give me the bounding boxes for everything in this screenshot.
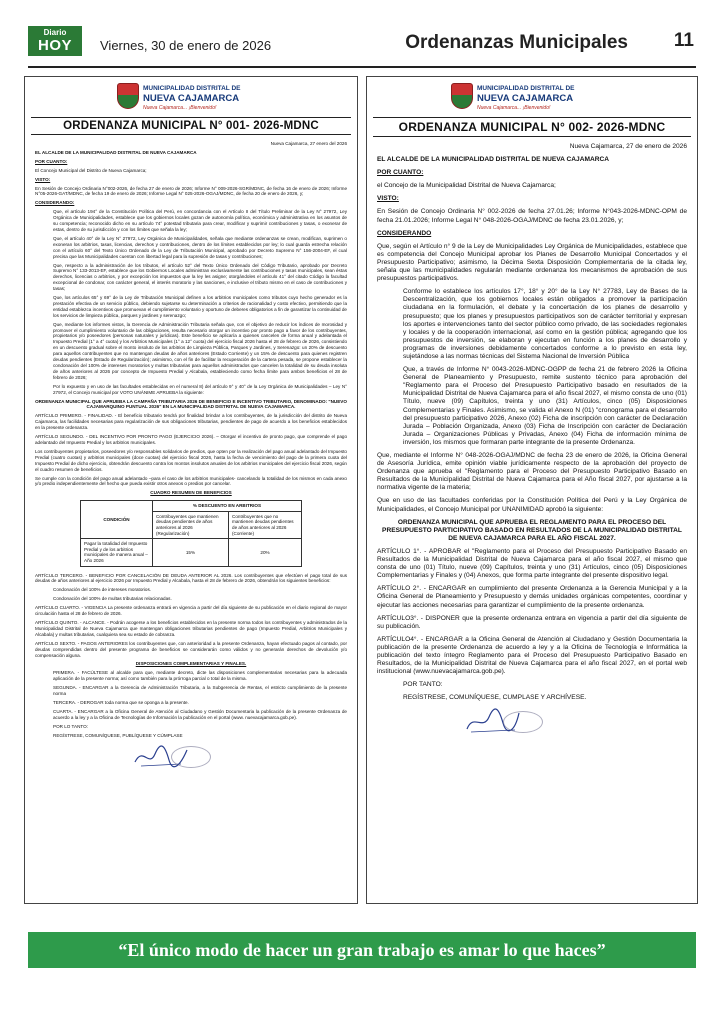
paragraph: Que, respecto a la administración de los tributos, el artículo 52° del Texto Único Ordenado del Código Tributario, aprobado por Decreto Supremo N° 133-2013-EF, establece que los Gobiernos Locales administran exclusivamente las contribuciones y tasas municipales, sean éstas derechos, licencias o arbitrios, y por excepción los impuestos que la ley les asigne; otorgándoles el artículo 41° del citado Código la facultad excepcional de condonar, con carácter general, el interés moratorio y las sanciones, e inclusive el tributo mismo en el caso de contribuciones y tasas; <box>53 262 347 292</box>
paragraph: Que, a través de Informe N° 0043-2026-MDNC-OGPP de fecha 21 de febrero 2026 la Oficina General de Planeamiento y Presupuesto, remite sustento técnico para aprobación del "Reglamento para el Proceso del Presupuesto Participativo basado en resultados de la Municipalidad Distrital de Nueva Cajamarca para el año fiscal 2027, el mismo consta de uno (01) Título, nueve (09) Capítulos, treinta y uno (31) Artículos, cinco (05) Disposiciones Complementarias y Finales. Asimismo, se valida el Anexo N (01) "cronograma para el desarrollo del presupuesto participativo 2026, Anexo (02) Ficha de inscripción con carácter de Declaración Jurada – Población Organizada, Anexo (03) Ficha de Inscripción con carácter de Declaración Jurada – Organizaciones Públicas y Privadas, Anexo (04) Ficha de información mínima de inversión, los mismos que formaran parte integrante de la presente Ordenanza. <box>403 366 687 446</box>
article: ARTÍCULO TERCERO. - BENEFICIO POR CANCELACIÓN DE DEUDA ANTERIOR AL 2026. Los contribuyentes que efectúen el pago total de sus deudas de años anteriores al ejercicio 2026 por Impuesto Predial y Alcabala, hasta el 28 de febrero de 2026, obtendrán los siguientes beneficios: <box>35 572 347 584</box>
ordinance-heading: ORDENANZA MUNICIPAL QUE APRUEBA LA CAMPAÑA TRIBUTARIA 2026 DE BENEFICIO E INCENTIVO TRIBUTARIO, DENOMINADO: "NUEVO CAJAMARQUINO PUNTUAL 2026" EN LA MUNICIPALIDAD DISTRITAL DE NUEVA CAJAMARCA. <box>35 398 347 410</box>
municipality-line2: NUEVA CAJAMARCA <box>143 93 240 104</box>
provision: PRIMERA. - FACÚLTESE al alcalde para que, mediante decreto, dicte las disposiciones complementarias necesarias para la adecuada aplicación de la presente norma; así como también para la prórroga parcial o total de la misma. <box>53 670 347 682</box>
article: ARTÍCULO SEXTO. - PAGOS ANTERIORES los contribuyentes que, con anterioridad a la presente Ordenanza, hayan efectuado pagos al contado, por deudas comprendidas dentro del presente programa de beneficios se considerarán como válidos y no generarán derechos de devolución y/o compensación alguna. <box>35 640 347 658</box>
paragraph: Que, mediante los informes vistos, la Gerencia de Administración Tributaria señala que, con el objetivo de reducir los índices de morosidad y promover el cumplimiento voluntario de las obligaciones, resulta necesario otorgar un incentivo por pronto pago a favor de los contribuyentes, propietarios y/o poseedores (personas naturales y jurídicas). Este beneficio se aplicaría a quienes cancelen de forma anual y adelantada el Impuesto Predial (1° a 4° cuota) y los Arbitrios Municipales (1° a 12° cuota) del ejercicio fiscal 2026 hasta el 28 de febrero de 2026, consistiendo en un descuento gradual sobre el monto insoluto de los arbitrios de Limpieza Pública, Parques y Jardines, y Serenazgo: un 20% de descuento para aquellos contribuyentes que no mantengan deudas de años anteriores (Estado Corriente) y un 15% de descuento para quienes registren deudas pendientes (Estado de Regularización); asimismo, con el fin de facilitar la recuperación de la cartera pesada, se propone establecer la condonación del 100% de intereses moratorios y multas tributarias para aquellos administrados que cancelen la totalidad de su deuda insoluta de años anteriores al 2026 por concepto de Impuesto Predial y Alcabala, estableciendo como fecha límite para ambos beneficios el 28 de febrero de 2026; <box>53 321 347 380</box>
page-header <box>28 26 696 68</box>
section-heading: POR CUANTO: <box>377 169 424 177</box>
provision: CUARTA. - ENCARGAR a la Oficina General de Atención al Ciudadano y Gestión Documentaria la publicación de la presente Ordenanza de acuerdo a la ley y a la Oficina de Tecnologías de Información la publicación en el portal (www. nuevacajamarca.gob.pe). <box>53 708 347 720</box>
ordinance-title: ORDENANZA MUNICIPAL N° 002- 2026-MDNC <box>373 117 691 137</box>
paragraph: el Concejo de la Municipalidad Distrital de Nueva Cajamarca; <box>377 182 556 190</box>
section-heading: CONSIDERANDO: <box>35 200 75 206</box>
municipality-line1: MUNICIPALIDAD DISTRITAL DE <box>143 85 241 92</box>
paragraph: Conforme lo establece los artículos 17°, 18° y 20° de la Ley N° 27783, Ley de Bases de la Descentralización, que los gobiernos locales están obligados a promover la participación ciudadana en la formulación, el debate y la concertación de los planes de desarrollo y presupuesto; que los planes y presupuestos participativos son de carácter territorial y expresan los aportes e intervenciones tanto del sector público como privado, de las sociedades regionales y locales y de la cooperación internacional, así como en la gestión pública; agregando que los presupuestos de inversión, se elaboran y ejecutan en función a los planes de desarrollo y programas de inversiones debidamente concertados conforme a lo previsto en esta ley, sujetándose a las normas técnicas del Sistema Nacional de Inversión Pública <box>403 288 687 360</box>
paragraph: Que, el artículo 194° de la Constitución Política del Perú, en concordancia con el Artículo II del Título Preliminar de la Ley N° 27972, Ley Orgánica de Municipalidades, establece que los gobiernos locales gozan de autonomía política, económica y administrativa en los asuntos de su competencia; reconocido dicho en su artículo 74° potestad tributaria para crear, modificar y suprimir contribuciones y tasas, o exonerar de estas, dentro de su jurisdicción y con los límites que señala la ley; <box>53 209 347 232</box>
paragraph: Que, los artículos 65° y 69° de la Ley de Tributación Municipal definen a los arbitrios municipales como tributos cuyo hecho generador es la prestación efectiva de un servicio público, debiendo sujetarse su determinación a criterios de racionalidad y costo efectivo, permitiendo que la entidad establezca incentivos que promuevan el cumplimiento voluntario y oportuno de deberes obligatorios a fin de garantizar la continuidad de los servicios de limpieza pública, parques y jardines y serenazgo; <box>53 295 347 318</box>
logo-line2: HOY <box>37 37 72 54</box>
signature-image <box>131 742 221 772</box>
seal-stamp <box>503 711 543 733</box>
article: ARTÍCULO4°. - ENCARGAR a la Oficina General de Atención al Ciudadano y Gestión Documentaria la publicación de la presente Ordenanza de acuerdo a ley y a la Oficina de Tecnología e Informática la publicación del texto íntegro Reglamento para el Proceso del Presupuesto Participativo Basado en Resultados, de la Municipalidad Distrital de Nueva Cajamarca para el año fiscal 2027, en el portal web institucional (www.nuevacajamarca.gob.pe). <box>377 635 687 676</box>
municipality-header <box>25 81 357 117</box>
paragraph: Los contribuyentes propietarios, poseedores y/o responsables solidarios de predios, que opten por la realización del pago anual adelantado del Impuesto Predial (cuatro cuotas) y arbitrios municipales (doce cuotas) del ejercicio fiscal 2026, hasta la fecha de vencimiento del pago de la primera cuota del Impuesto Predial de dicho ejercicio, obtendrán descuento contra los montos insolutos anuales de los arbitrios municipales del ejercicio fiscal 2026, según el cuadro resumen de beneficios. <box>35 448 347 472</box>
paragraph: Que, el artículo 40° de la Ley N° 27972, Ley Orgánica de Municipalidades, señala que mediante ordenanzas se crean, modifican, suprimen o exoneran los arbitrios, tasas, licencias, derechos y contribuciones, dentro de los límites establecidos por ley; lo cual guarda estrecha relación con el artículo 60° del Texto Único Ordenado de la Ley de Tributación Municipal, aprobado por Decreto Supremo N° 156-2004-EF, el cual precisa que las Municipalidades cuentan con libertad legal para la supresión de tasas y contribuciones; <box>53 235 347 259</box>
ordinance-title: ORDENANZA MUNICIPAL N° 001- 2026-MDNC <box>31 117 351 135</box>
ordinance-date: Nueva Cajamarca, 27 enero del 2026 <box>270 141 347 146</box>
table-group-header: % DESCUENTO EN ARBITRIOS <box>152 501 301 512</box>
logo-line1: Diario <box>43 28 67 37</box>
table-header-regularization: Contribuyentes que mantienen deudas pendientes de años anteriores al 2026 (Regularización) <box>152 511 228 538</box>
signature-image <box>463 707 553 737</box>
section-title: Ordenanzas Municipales <box>405 32 628 53</box>
paragraph: Que, mediante el Informe N° 048-2026-OGAJ/MDNC de fecha 23 de enero de 2026, la Oficina General de Asesoría Jurídica, emite opinión viable jurídicamente respecto de la aprobación del proyecto de Ordenanza que aprueba el "Reglamento para el Proceso del Presupuesto Participativo Basado en Resultados de la Municipalidad Distrital de Nueva Cajamarca para el Año fiscal 2027, por ajustarse a la normativa vigente de la materia; <box>377 452 687 492</box>
article: ARTÍCULO 1°. - APROBAR el "Reglamento para el Proceso del Presupuesto Participativo Basado en Resultados de la Municipalidad Distrital de Nueva Cajamarca para el año fiscal 2027, el mismo que consta de uno (01) Título, nueve (09) Capítulos, treinta y uno (31) Artículos, cinco (05) Disposiciones Complementarias y Finales y (04) Anexos, que forma parte integrante del presente dispositivo legal. <box>377 547 687 580</box>
ordinance-002 <box>366 76 698 904</box>
section-heading: POR CUANTO: <box>35 158 68 164</box>
benefits-table <box>80 500 302 566</box>
ordinance-heading: ORDENANZA MUNICIPAL QUE APRUEBA EL REGLAMENTO PARA EL PROCESO DEL PRESUPUESTO PARTICIPATIVO BASADO EN RESULTADOS DE LA MUNICIPALIDAD DISTRITAL DE NUEVA CAJAMARCA PARA EL AÑO FISCAL 2027. <box>382 518 682 542</box>
provision: TERCERA. - DEROGAR toda norma que se oponga a la presente. <box>53 699 189 705</box>
provision: SEGUNDA. - ENCARGAR a la Gerencia de Administración Tributaria, a la Subgerencia de Rentas, el estricto cumplimiento de la presente norma <box>53 685 347 697</box>
section-heading: CONSIDERANDO <box>377 229 432 237</box>
municipality-line1: MUNICIPALIDAD DISTRITAL DE <box>477 85 575 92</box>
article: ARTÍCULO CUARTO. - VIGENCIA La presente ordenanza entrará en vigencia a partir del día siguiente de su publicación en el diario regional de mayor circulación hasta el 28 de febrero de 2026. <box>35 605 347 617</box>
ordinance-date: Nueva Cajamarca, 27 de enero de 2026 <box>569 143 687 150</box>
paragraph: Que en uso de las facultades conferidas por la Constitución Política del Perú y la Ley Orgánica de Municipalidades, el Concejo Municipal por UNANIMIDAD aprobó la siguiente: <box>377 497 687 513</box>
paragraph: Que, según el Artículo n° 9 de la Ley de Municipalidades Ley Orgánica de Municipalidades, establece que es competencia del Concejo Municipal aprobar los Planes de Desarrollo Municipal Concertados y el Presupuesto Participativo; asimismo, la Décima Sexta Disposición Complementaria de la citada ley, señala que las municipalidades regularán mediante ordenanza los mecanismos de aprobación de sus presupuestos participativos. <box>377 242 687 283</box>
table-header-current: Contribuyentes que no mantienen deudas pendientes de años anteriores al 2026 (Corriente) <box>229 511 302 538</box>
article: ARTÍCULO QUINTO. - ALCANCE. - Podrán acogerse a los beneficios establecidos en la presente norma todos los contribuyentes y administrados de la Municipalidad Distrital de Nueva Cajamarca que mantengan obligaciones tributarias pendientes de pago (Impuesto Predial, Arbitrios Municipales y Alcabala) y multas tributarias, cualquiera sea su estado de cobranza. <box>35 620 347 637</box>
paragraph: El Concejo Municipal del Distrito de Nueva Cajamarca; <box>35 167 147 173</box>
page-number: 11 <box>673 30 694 51</box>
municipality-name <box>477 85 575 112</box>
municipality-motto: Nueva Cajamarca... ¡Bienvenido! <box>477 105 551 111</box>
paragraph: EL ALCALDE DE LA MUNICIPALIDAD DISTRITAL DE NUEVA CAJAMARCA <box>377 156 609 164</box>
closing-phrase: POR LO TANTO: <box>53 723 88 729</box>
table-row <box>81 539 302 566</box>
paragraph: Se cumple con la condición del pago anual adelantado –para el caso de los arbitrios municipales- cancelando la totalidad de los mismos en cada anexo y/o predio independientemente del hecho que pueda existir otros anexos o predios por cancelar. <box>35 475 347 487</box>
paragraph: EL ALCALDE DE LA MUNICIPALIDAD DISTRITAL DE NUEVA CAJAMARCA <box>35 149 197 155</box>
paragraph: Por lo expuesto y en uso de las facultades establecidas en el numeral 8) del artículo 9° y 40° de la Ley Orgánica de Municipalidades – Ley N° 27972, el Concejo municipal por VOTO UNÁNIME APRUEBA la siguiente: <box>53 383 347 395</box>
section-heading: VISTO: <box>377 195 399 203</box>
section-heading: VISTO: <box>35 176 51 182</box>
section-heading: DISPOSICIONES COMPLEMENTARIAS Y FINALES. <box>135 661 247 667</box>
article: ARTÍCULO SEGUNDO. - DEL INCENTIVO POR PRONTO PAGO (EJERCICIO 2026). – Otorgar el incentivo de pronto pago, que comprende el pago adelantado del Impuesto Predial y los arbitrios municipales. <box>35 434 347 445</box>
municipality-header <box>367 81 697 117</box>
paragraph: En Sesión de Concejo Ordinaria N° 002-2026 de fecha 27.01.26; Informe N°043-2026-MDNC-OPM de fecha 21.01.2026; Informe Legal N° 048-2026-OGAJ/MDNC de fecha 23.01.2026, y; <box>377 208 687 224</box>
closing-phrase: POR TANTO: <box>403 681 443 689</box>
closing-phrase: REGÍSTRESE, COMUNÍQUESE, PUBLÍQUESE Y CÚMPLASE <box>53 732 183 738</box>
table-cell-current: 20% <box>229 539 302 566</box>
table-cell-condition: Pagar la totalidad del Impuesto Predial y de los arbitrios municipales de manera anual – Año 2026 <box>81 539 153 566</box>
table-header-condition: CONDICIÓN <box>81 501 153 539</box>
list-item: Condonación del 100% de multas tributarias relacionadas. <box>53 596 172 602</box>
article: ARTÍCULO PRIMERO. - FINALIDAD. - El beneficio tributario tendrá por finalidad brindar a los contribuyentes, de la jurisdicción del distrito de Nueva Cajamarca, las facilidades necesarias para regularización de sus obligaciones tributarias, pendientes de pago de acuerdo a los beneficios establecidos en la presente ordenanza. <box>35 413 347 431</box>
paragraph: En Sesión de Concejo Ordinaria N°002-2026, de fecha 27 de enero de 2026; Informe N° 009-2026-SGR/MDNC, de fecha 16 de enero de 2026; Informe N°05-2026-GAT/MDNC, de fecha 19 de enero de 2026; Informe Legal N° 025-2026-OGAJ/MDNC, de fecha 20 de enero de 2026, y; <box>35 185 347 197</box>
closing-phrase: REGÍSTRESE, COMUNÍQUESE, CUMPLASE Y ARCHÍVESE. <box>403 694 587 702</box>
table-caption: CUADRO RESUMEN DE BENEFICIOS <box>150 490 232 496</box>
article: ARTÍCULO 2°. - ENCARGAR en cumplimiento del presente Ordenanza a la Gerencia Municipal y a la Oficina General de Planeamiento y Presupuesto y demás unidades orgánicas competentes, coordinar y ejecutar las acciones necesarias para garantizar el cumplimiento de la presente ordenanza. <box>377 585 687 609</box>
municipal-crest-icon <box>451 83 473 109</box>
newspaper-logo <box>28 26 82 56</box>
list-item: Condonación del 100% de intereses moratorios. <box>53 587 152 593</box>
municipality-line2: NUEVA CAJAMARCA <box>477 93 574 104</box>
seal-stamp <box>171 746 211 768</box>
municipality-motto: Nueva Cajamarca... ¡Bienvenido! <box>143 105 217 111</box>
footer-quote-bar: “El único modo de hacer un gran trabajo es amar lo que haces” <box>28 932 696 968</box>
municipal-crest-icon <box>117 83 139 109</box>
municipality-name <box>143 85 241 112</box>
ordinance-body <box>25 135 357 772</box>
article: ARTÍCULO3°. - DISPONER que la presente ordenanza entrara en vigencia a partir del día siguiente de su publicación. <box>377 614 687 630</box>
ordinance-001 <box>24 76 358 904</box>
table-cell-regularization: 15% <box>152 539 228 566</box>
issue-date: Viernes, 30 de enero de 2026 <box>100 38 272 53</box>
ordinance-body <box>367 137 697 737</box>
